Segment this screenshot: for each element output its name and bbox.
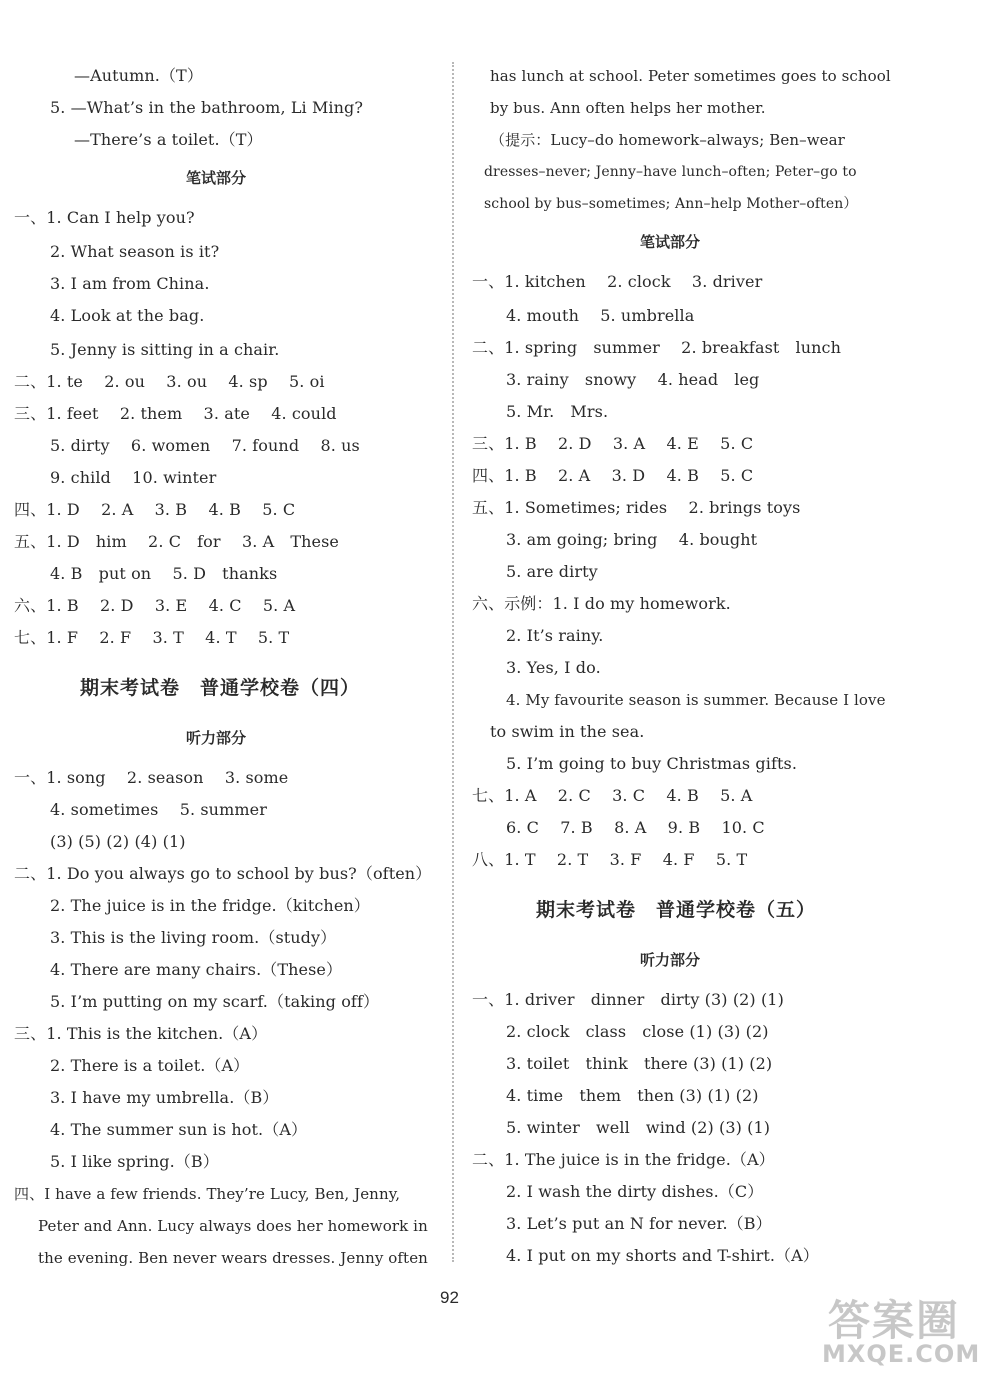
exam-title: 期末考试卷 普通学校卷（五） <box>536 899 817 921</box>
text-line: 一、1. Can I help you? <box>14 208 195 227</box>
text-line: —There’s a toilet.（T） <box>74 130 263 149</box>
text-line: 四、1. B 2. A 3. D 4. B 5. C <box>472 466 754 485</box>
text-line: 4. There are many chairs.（These） <box>50 960 343 979</box>
text-line: dresses–never; Jenny–have lunch–often; Peter–go to <box>484 164 857 180</box>
section-heading: 笔试部分 <box>640 233 701 251</box>
text-line: 二、1. spring summer 2. breakfast lunch <box>472 338 842 357</box>
text-line: 9. child 10. winter <box>50 468 217 487</box>
text-line: 2. There is a toilet.（A） <box>50 1056 250 1075</box>
text-line: （提示：Lucy–do homework–always; Ben–wear <box>490 131 845 149</box>
text-line: 5. are dirty <box>506 562 598 581</box>
text-line: by bus. Ann often helps her mother. <box>490 99 766 117</box>
text-line: 2. It’s rainy. <box>506 626 604 645</box>
text-line: 4. The summer sun is hot.（A） <box>50 1120 308 1139</box>
text-line: 2. I wash the dirty dishes.（C） <box>506 1182 764 1201</box>
text-line: 二、1. The juice is in the fridge.（A） <box>472 1150 775 1169</box>
text-line: the evening. Ben never wears dresses. Jenny often <box>38 1249 428 1267</box>
text-line: has lunch at school. Peter sometimes goes to school <box>490 67 891 85</box>
text-line: 二、1. te 2. ou 3. ou 4. sp 5. oi <box>14 372 325 391</box>
section-heading: 笔试部分 <box>186 169 247 187</box>
text-line: (3) (5) (2) (4) (1) <box>50 832 186 851</box>
section-heading: 听力部分 <box>640 951 701 969</box>
text-line: 一、1. driver dinner dirty (3) (2) (1) <box>472 990 784 1009</box>
text-line: 三、1. This is the kitchen.（A） <box>14 1024 268 1043</box>
text-line: 四、1. D 2. A 3. B 4. B 5. C <box>14 500 296 519</box>
text-line: 2. clock class close (1) (3) (2) <box>506 1022 769 1041</box>
watermark-title: 答案圈 <box>828 1296 961 1345</box>
text-line: 2. The juice is in the fridge.（kitchen） <box>50 896 370 915</box>
text-line: Peter and Ann. Lucy always does her homework in <box>38 1217 428 1235</box>
text-line: 4. mouth 5. umbrella <box>506 306 695 325</box>
text-line: 3. rainy snowy 4. head leg <box>506 370 760 389</box>
text-line: 5. winter well wind (2) (3) (1) <box>506 1118 771 1137</box>
text-line: —Autumn.（T） <box>74 66 203 85</box>
text-line: 三、1. B 2. D 3. A 4. E 5. C <box>472 434 754 453</box>
text-line: 4. sometimes 5. summer <box>50 800 267 819</box>
text-line: 4. My favourite season is summer. Because I love <box>506 691 886 709</box>
text-line: 5. I’m putting on my scarf.（taking off） <box>50 992 380 1011</box>
text-line: 三、1. feet 2. them 3. ate 4. could <box>14 404 337 423</box>
text-line: 一、1. kitchen 2. clock 3. driver <box>472 272 763 291</box>
text-line: 七、1. A 2. C 3. C 4. B 5. A <box>472 786 753 805</box>
text-line: 五、1. Sometimes; rides 2. brings toys <box>472 498 801 517</box>
text-line: 6. C 7. B 8. A 9. B 10. C <box>506 818 765 837</box>
text-line: 5. Mr. Mrs. <box>506 402 609 421</box>
watermark-logo <box>822 1288 992 1372</box>
text-line: 八、1. T 2. T 3. F 4. F 5. T <box>472 850 748 869</box>
exam-title: 期末考试卷 普通学校卷（四） <box>80 677 361 699</box>
text-line: 5. I’m going to buy Christmas gifts. <box>506 754 798 773</box>
text-line: 3. Let’s put an N for never.（B） <box>506 1214 772 1233</box>
text-line: 六、1. B 2. D 3. E 4. C 5. A <box>14 596 296 615</box>
page-number: 92 <box>440 1288 459 1307</box>
text-line: 4. B put on 5. D thanks <box>50 564 278 583</box>
text-line: 4. time them then (3) (1) (2) <box>506 1086 759 1105</box>
watermark-url: MXQE.COM <box>822 1340 981 1368</box>
text-line: school by bus–sometimes; Ann–help Mother–often） <box>484 196 858 212</box>
text-line: 3. I have my umbrella.（B） <box>50 1088 279 1107</box>
text-line: 2. What season is it? <box>50 242 220 261</box>
column-divider <box>452 62 454 1262</box>
text-line: 一、1. song 2. season 3. some <box>14 768 289 787</box>
text-line: 5. Jenny is sitting in a chair. <box>50 340 280 359</box>
text-line: 4. Look at the bag. <box>50 306 205 325</box>
text-line: 5. I like spring.（B） <box>50 1152 219 1171</box>
text-line: 五、1. D him 2. C for 3. A These <box>14 532 339 551</box>
section-heading: 听力部分 <box>186 729 247 747</box>
text-line: 四、I have a few friends. They’re Lucy, Ben, Jenny, <box>14 1185 401 1203</box>
text-line: 七、1. F 2. F 3. T 4. T 5. T <box>14 628 290 647</box>
text-line: 3. am going; bring 4. bought <box>506 530 758 549</box>
text-line: to swim in the sea. <box>490 722 645 741</box>
text-line: 5. dirty 6. women 7. found 8. us <box>50 436 360 455</box>
text-line: 5. —What’s in the bathroom, Li Ming? <box>50 98 364 117</box>
text-line: 3. Yes, I do. <box>506 658 601 677</box>
text-line: 六、示例：1. I do my homework. <box>472 594 731 613</box>
text-line: 3. I am from China. <box>50 274 210 293</box>
text-line: 3. This is the living room.（study） <box>50 928 337 947</box>
text-line: 3. toilet think there (3) (1) (2) <box>506 1054 773 1073</box>
text-line: 4. I put on my shorts and T-shirt.（A） <box>506 1246 819 1265</box>
text-line: 二、1. Do you always go to school by bus?（often） <box>14 864 432 883</box>
